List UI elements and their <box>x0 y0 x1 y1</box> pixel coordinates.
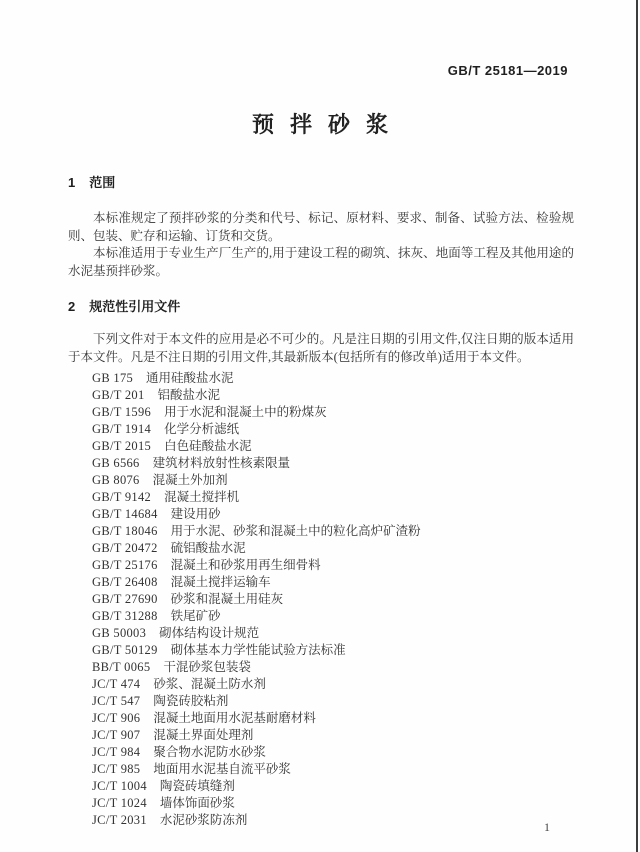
reference-item <box>68 455 574 472</box>
reference-list <box>68 370 574 829</box>
reference-title: 用于水泥、砂浆和混凝土中的粒化高炉矿渣粉 <box>170 524 421 538</box>
reference-title: 地面用水泥基自流平砂浆 <box>153 762 291 776</box>
reference-item <box>68 370 574 387</box>
reference-code: BB/T 0065 <box>92 660 151 674</box>
reference-item <box>68 387 574 404</box>
section-1-heading <box>68 176 574 190</box>
reference-item <box>68 625 574 642</box>
section-1-paragraph-2: 本标准适用于专业生产厂生产的,用于建设工程的砌筑、抹灰、地面等工程及其他用途的水泥基预拌砂浆。 <box>68 246 574 278</box>
reference-title: 混凝土界面处理剂 <box>153 728 254 742</box>
reference-item <box>68 404 574 421</box>
reference-code: JC/T 2031 <box>92 813 147 827</box>
reference-code: GB/T 26408 <box>92 575 158 589</box>
reference-item <box>68 540 574 557</box>
reference-title: 混凝土地面用水泥基耐磨材料 <box>153 711 316 725</box>
reference-code: GB/T 50129 <box>92 643 158 657</box>
reference-code: GB 50003 <box>92 626 147 640</box>
reference-title: 用于水泥和混凝土中的粉煤灰 <box>164 405 327 419</box>
standard-number: GB/T 25181—2019 <box>447 63 568 78</box>
reference-item <box>68 608 574 625</box>
reference-item <box>68 574 574 591</box>
reference-item <box>68 676 574 693</box>
reference-code: GB/T 201 <box>92 388 145 402</box>
document-title: 预拌砂浆 <box>251 112 404 137</box>
reference-title: 建设用砂 <box>170 507 221 521</box>
reference-code: GB/T 1914 <box>92 422 152 436</box>
reference-code: JC/T 985 <box>92 762 141 776</box>
section-1-number: 1 <box>68 175 76 190</box>
reference-code: GB 6566 <box>92 456 140 470</box>
reference-code: GB/T 31288 <box>92 609 158 623</box>
reference-item <box>68 489 574 506</box>
reference-code: GB/T 1596 <box>92 405 152 419</box>
section-2-intro: 下列文件对于本文件的应用是必不可少的。凡是注日期的引用文件,仅注日期的版本适用于本文件。凡是不注日期的引用文件,其最新版本(包括所有的修改单)适用于本文件。 <box>68 332 574 364</box>
reference-code: GB/T 14684 <box>92 507 158 521</box>
section-1-paragraph-1: 本标准规定了预拌砂浆的分类和代号、标记、原材料、要求、制备、试验方法、检验规则、包装、贮存和运输、订货和交货。 <box>68 211 574 243</box>
reference-title: 白色硅酸盐水泥 <box>164 439 252 453</box>
reference-title: 通用硅酸盐水泥 <box>146 371 234 385</box>
reference-title: 混凝土外加剂 <box>152 473 228 487</box>
reference-title: 混凝土搅拌机 <box>164 490 240 504</box>
reference-item <box>68 506 574 523</box>
reference-item <box>68 642 574 659</box>
reference-item <box>68 557 574 574</box>
reference-title: 砌体基本力学性能试验方法标准 <box>170 643 346 657</box>
section-2-heading <box>68 300 574 314</box>
reference-title: 陶瓷砖胶粘剂 <box>153 694 229 708</box>
reference-item <box>68 727 574 744</box>
reference-title: 铁尾矿砂 <box>170 609 221 623</box>
page-number: 1 <box>544 820 550 834</box>
document-body <box>68 176 574 829</box>
reference-title: 砌体结构设计规范 <box>159 626 260 640</box>
reference-title: 混凝土和砂浆用再生细骨料 <box>170 558 321 572</box>
reference-code: GB/T 25176 <box>92 558 158 572</box>
reference-code: JC/T 907 <box>92 728 141 742</box>
reference-item <box>68 421 574 438</box>
reference-title: 聚合物水泥防水砂浆 <box>153 745 266 759</box>
reference-item <box>68 591 574 608</box>
reference-item <box>68 472 574 489</box>
reference-title: 砂浆、混凝土防水剂 <box>153 677 266 691</box>
reference-code: GB 175 <box>92 371 134 385</box>
reference-code: JC/T 1004 <box>92 779 147 793</box>
reference-item <box>68 778 574 795</box>
reference-code: JC/T 474 <box>92 677 141 691</box>
reference-title: 铝酸盐水泥 <box>157 388 221 402</box>
reference-item <box>68 693 574 710</box>
reference-title: 建筑材料放射性核素限量 <box>152 456 291 470</box>
reference-code: GB 8076 <box>92 473 140 487</box>
reference-code: JC/T 1024 <box>92 796 147 810</box>
reference-code: JC/T 547 <box>92 694 141 708</box>
reference-code: GB/T 2015 <box>92 439 152 453</box>
reference-code: GB/T 9142 <box>92 490 152 504</box>
section-2-number: 2 <box>68 299 76 314</box>
reference-code: GB/T 27690 <box>92 592 158 606</box>
reference-title: 干混砂浆包装袋 <box>163 660 251 674</box>
reference-title: 墙体饰面砂浆 <box>159 796 235 810</box>
reference-title: 水泥砂浆防冻剂 <box>159 813 248 827</box>
reference-item <box>68 761 574 778</box>
reference-code: GB/T 20472 <box>92 541 158 555</box>
reference-item <box>68 812 574 829</box>
reference-item <box>68 795 574 812</box>
reference-item <box>68 659 574 676</box>
section-1-title: 范围 <box>89 175 116 190</box>
reference-item <box>68 744 574 761</box>
reference-code: JC/T 906 <box>92 711 141 725</box>
reference-title: 化学分析滤纸 <box>164 422 240 436</box>
reference-item <box>68 438 574 455</box>
reference-title: 陶瓷砖填缝剂 <box>159 779 235 793</box>
section-2-title: 规范性引用文件 <box>89 299 181 314</box>
reference-title: 硫铝酸盐水泥 <box>170 541 246 555</box>
reference-code: JC/T 984 <box>92 745 141 759</box>
reference-title: 砂浆和混凝土用硅灰 <box>170 592 284 606</box>
reference-code: GB/T 18046 <box>92 524 158 538</box>
reference-item <box>68 710 574 727</box>
reference-title: 混凝土搅拌运输车 <box>170 575 271 589</box>
reference-item <box>68 523 574 540</box>
